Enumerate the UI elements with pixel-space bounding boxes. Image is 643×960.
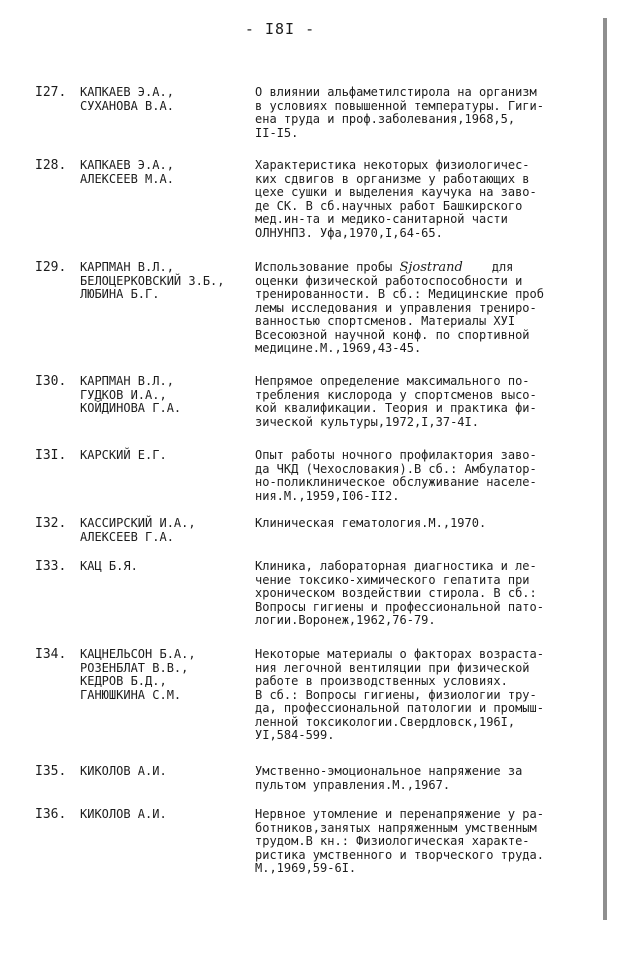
entry-title-first-line-start: Использование пробы: [255, 260, 400, 274]
entry-number: I30.: [35, 374, 67, 389]
entry-title: Умственно-эмоциональное напряжение за пультом управления.М.,1967.: [255, 764, 523, 792]
entry-authors: КАРПМАН В.Л., БЕЛОЦЕРКОВСКИЙ З.Б., ЛЮБИНА Б.Г.: [80, 260, 225, 301]
entry-title: Клиника, лабораторная диагностика и ле- чение токсико-химического гепатита при хроническом воздействии стирола. В сб.: Вопросы гигиены и профессиональной пато- логии.Воронеж,1962,76-79.: [255, 559, 544, 627]
page-number: - I8I -: [244, 20, 316, 38]
entry-number: I28.: [35, 158, 67, 173]
handwritten-insertion: Sjostrand: [399, 260, 463, 275]
entry-title: Клиническая гематология.М.,1970.: [255, 516, 487, 530]
entry-authors: КИКОЛОВ А.И.: [80, 807, 167, 821]
entry-title: [255, 261, 605, 356]
entry-authors: КАПКАЕВ Э.А., АЛЕКСЕЕВ М.А.: [80, 158, 174, 186]
entry-authors: КАПКАЕВ Э.А., СУХАНОВА В.А.: [80, 85, 174, 113]
entry-authors: КАРСКИЙ Е.Г.: [80, 448, 167, 462]
entry-title: Непрямое определение максимального по- требления кислорода у спортсменов высо- кой квалификации. Теория и практика фи- зической культуры,1972,I,37-4I.: [255, 374, 537, 429]
entry-authors: КАССИРСКИЙ И.А., АЛЕКСЕЕВ Г.А.: [80, 516, 196, 544]
entry-number: I35.: [35, 764, 67, 779]
entry-title-first-line-end: для: [462, 260, 514, 274]
entry-authors: КАЦ Б.Я.: [80, 559, 138, 573]
entry-title: Нервное утомление и перенапряжение у ра- ботников,занятых напряженным умственным трудом.В кн.: Физиологическая характе- ристика умственного и творческого труда. М.,1969,59-6I.: [255, 807, 544, 875]
entry-title: О влиянии альфаметилстирола на организм в условиях повышенной температуры. Гиги- ена труда и проф.заболевания,1968,5, II-I5.: [255, 85, 544, 140]
entry-authors: КИКОЛОВ А.И.: [80, 764, 167, 778]
entry-title: Опыт работы ночного профилактория заво- да ЧКД (Чехословакия).В сб.: Амбулатор- но-поликлиническое обслуживание населе- ния.М.,1959,I06-II2.: [255, 448, 537, 503]
entry-number: I36.: [35, 807, 67, 822]
entry-authors: КАРПМАН В.Л., ГУДКОВ И.А., КОЙДИНОВА Г.А.: [80, 374, 182, 415]
entry-title: Некоторые материалы о факторах возраста- ния легочной вентиляции при физической работе в производственных условиях. В сб.: Вопросы гигиены, физиологии тру- да, профессиональной патологии и промыш- ленной токсикологии.Свердловск,196I, УI,584-599.: [255, 647, 544, 742]
entry-title: Характеристика некоторых физиологичес- ких сдвигов в организме у работающих в цехе сушки и выделения каучука на заво- де СК. В сб.научных работ Башкирского мед.ин-та и медико-санитарной части ОЛНУНПЗ. Уфа,1970,I,64-65.: [255, 158, 537, 240]
entry-title-rest: оценки физической работоспособности и тренированности. В сб.: Медицинские проб лемы исследования и управления трениро- ванностью спортсменов. Материалы XУI Всесоюзной научной конф. по спортивной медицине.М.,1969,43-45.: [255, 273, 544, 355]
entry-number: I33.: [35, 559, 67, 574]
entry-number: I29.: [35, 260, 67, 275]
entry-number: I3I.: [35, 448, 67, 463]
entry-number: I34.: [35, 647, 67, 662]
entry-number: I27.: [35, 85, 67, 100]
entry-number: I32.: [35, 516, 67, 531]
entry-authors: КАЦНЕЛЬСОН Б.А., РОЗЕНБЛАТ В.В., КЕДРОВ Б.Д., ГАНЮШКИНА С.М.: [80, 647, 196, 702]
